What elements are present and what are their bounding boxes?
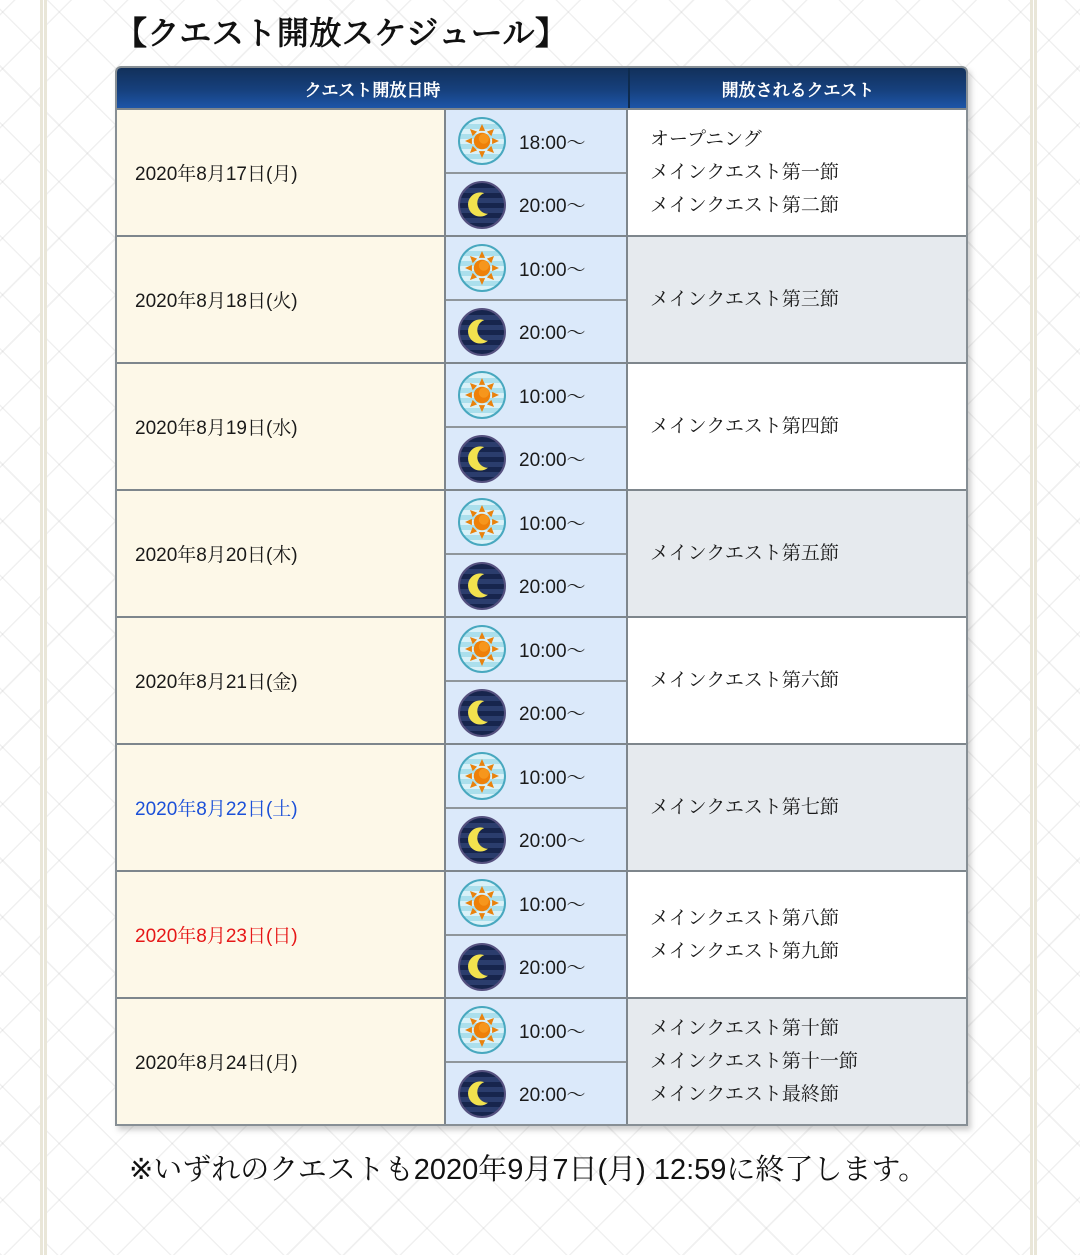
sun-icon [458, 117, 506, 165]
page-title: 【クエスト開放スケジュール】 [115, 15, 568, 51]
time-cell [446, 745, 628, 870]
time-cell [446, 999, 628, 1124]
table-row [117, 362, 966, 489]
sun-icon [458, 752, 506, 800]
time-text: 20:00〜 [519, 704, 586, 726]
moon-icon [458, 562, 506, 610]
time-text: 20:00〜 [519, 450, 586, 472]
time-slot-night [446, 299, 626, 363]
quest-name: オープニング [650, 129, 762, 151]
header-cell-datetime: クエスト開放日時 [304, 80, 441, 100]
time-text: 10:00〜 [519, 640, 586, 662]
sun-icon [458, 244, 506, 292]
quest-name: メインクエスト第八節 [650, 907, 839, 929]
time-text: 10:00〜 [519, 259, 586, 281]
time-text: 20:00〜 [519, 577, 586, 599]
quest-name: メインクエスト最終節 [650, 1084, 839, 1106]
date-cell [117, 110, 446, 235]
quest-cell [628, 999, 966, 1124]
time-text: 20:00〜 [519, 196, 586, 218]
sun-icon [458, 625, 506, 673]
right-border-ornament [1030, 0, 1037, 1255]
sun-icon [458, 1006, 506, 1054]
date-cell [117, 872, 446, 997]
time-slot-night [446, 553, 626, 617]
time-slot-day [446, 110, 626, 172]
quest-name: メインクエスト第七節 [650, 797, 839, 819]
time-slot-night [446, 172, 626, 236]
quest-cell [628, 872, 966, 997]
date-text: 2020年8月23日(日) [135, 926, 298, 948]
quest-name: メインクエスト第四節 [650, 416, 839, 438]
moon-icon [458, 308, 506, 356]
time-text: 20:00〜 [519, 1085, 586, 1107]
quest-name: メインクエスト第五節 [650, 543, 839, 565]
table-row [117, 489, 966, 616]
time-cell [446, 491, 628, 616]
date-text: 2020年8月17日(月) [135, 164, 298, 186]
date-cell [117, 618, 446, 743]
quest-cell [628, 745, 966, 870]
time-text: 10:00〜 [519, 767, 586, 789]
quest-cell [628, 110, 966, 235]
table-row [117, 997, 966, 1124]
date-text: 2020年8月19日(水) [135, 418, 298, 440]
quest-name: メインクエスト第二節 [650, 195, 839, 217]
date-text: 2020年8月24日(月) [135, 1053, 298, 1075]
quest-cell [628, 364, 966, 489]
time-slot-day [446, 745, 626, 807]
date-text: 2020年8月22日(土) [135, 799, 298, 821]
table-row [117, 743, 966, 870]
time-text: 20:00〜 [519, 831, 586, 853]
moon-icon [458, 1070, 506, 1118]
time-cell [446, 618, 628, 743]
quest-cell [628, 618, 966, 743]
time-slot-night [446, 680, 626, 744]
time-slot-night [446, 934, 626, 998]
time-cell [446, 872, 628, 997]
time-slot-day [446, 364, 626, 426]
quest-end-note: ※いずれのクエストも2020年9月7日(月) 12:59に終了します。 [129, 1154, 928, 1187]
header-cell-quest: 開放されるクエスト [628, 68, 966, 108]
moon-icon [458, 816, 506, 864]
moon-icon [458, 689, 506, 737]
quest-name: メインクエスト第三節 [650, 289, 839, 311]
time-text: 10:00〜 [519, 1021, 586, 1043]
moon-icon [458, 435, 506, 483]
time-slot-night [446, 426, 626, 490]
time-text: 10:00〜 [519, 894, 586, 916]
left-border-ornament [40, 0, 47, 1255]
table-header-row [117, 68, 966, 108]
moon-icon [458, 943, 506, 991]
date-cell [117, 491, 446, 616]
content-area [115, 14, 968, 1193]
time-slot-night [446, 807, 626, 871]
time-text: 10:00〜 [519, 513, 586, 535]
table-row [117, 108, 966, 235]
sun-icon [458, 498, 506, 546]
quest-name: メインクエスト第六節 [650, 670, 839, 692]
date-cell [117, 364, 446, 489]
time-text: 20:00〜 [519, 958, 586, 980]
time-cell [446, 237, 628, 362]
sun-icon [458, 371, 506, 419]
time-text: 20:00〜 [519, 323, 586, 345]
time-cell [446, 110, 628, 235]
date-text: 2020年8月20日(木) [135, 545, 298, 567]
quest-cell [628, 237, 966, 362]
quest-name: メインクエスト第十節 [650, 1018, 839, 1040]
table-row [117, 870, 966, 997]
time-text: 18:00〜 [519, 132, 586, 154]
sun-icon [458, 879, 506, 927]
table-row [117, 616, 966, 743]
date-cell [117, 745, 446, 870]
time-slot-day [446, 618, 626, 680]
table-row [117, 235, 966, 362]
quest-cell [628, 491, 966, 616]
time-cell [446, 364, 628, 489]
moon-icon [458, 181, 506, 229]
time-slot-night [446, 1061, 626, 1125]
date-cell [117, 999, 446, 1124]
time-text: 10:00〜 [519, 386, 586, 408]
date-cell [117, 237, 446, 362]
quest-name: メインクエスト第一節 [650, 162, 839, 184]
quest-name: メインクエスト第九節 [650, 940, 839, 962]
quest-schedule-table [115, 66, 968, 1126]
time-slot-day [446, 237, 626, 299]
time-slot-day [446, 872, 626, 934]
time-slot-day [446, 999, 626, 1061]
quest-name: メインクエスト第十一節 [650, 1051, 858, 1073]
date-text: 2020年8月18日(火) [135, 291, 298, 313]
time-slot-day [446, 491, 626, 553]
date-text: 2020年8月21日(金) [135, 672, 298, 694]
